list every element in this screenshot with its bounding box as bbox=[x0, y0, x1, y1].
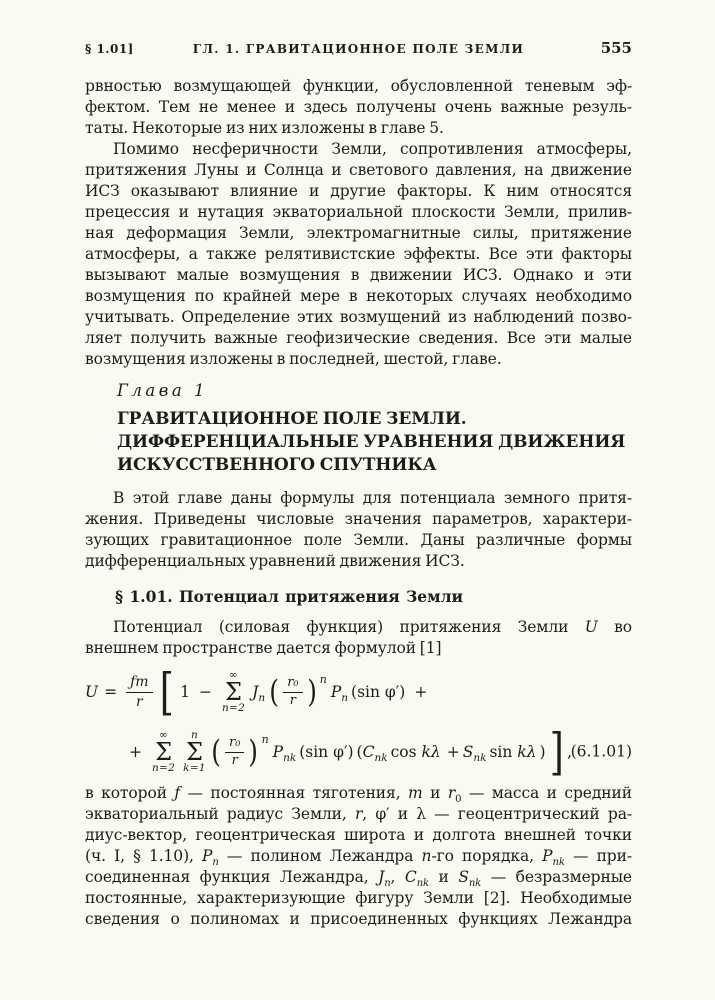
text-line: ная деформация Земли, электромагнитные силы, притяжение bbox=[85, 224, 632, 242]
equation-6-1-01 bbox=[85, 663, 632, 781]
page-header bbox=[85, 39, 632, 57]
text-line: ИСКУССТВЕННОГО СПУТНИКА bbox=[117, 455, 437, 475]
running-chapter-title: ГЛ. 1. ГРАВИТАЦИОННОЕ ПОЛЕ ЗЕМЛИ bbox=[192, 42, 525, 56]
var-Pn: $P_n$ bbox=[330, 682, 349, 704]
text-line: рвностью возмущающей функции, обусловленной теневым эф- bbox=[85, 77, 632, 95]
fraction-r0-r: $\frac{\text{r₀}}{r}$ bbox=[225, 736, 244, 769]
paragraph-potential-lead bbox=[85, 617, 632, 659]
sin-term: sin kλ bbox=[489, 742, 537, 761]
text-line: ГРАВИТАЦИОННОЕ ПОЛЕ ЗЕМЛИ. bbox=[117, 409, 467, 429]
text-line: притяжения Луны и Солнца и светового давления, на движение bbox=[85, 161, 632, 179]
right-paren: ) bbox=[248, 733, 259, 770]
equation-line-1 bbox=[85, 663, 632, 721]
chapter-label: Глава 1 bbox=[117, 381, 208, 400]
text-line: зующих гравитационное поле Земли. Даны различные формы bbox=[85, 531, 632, 549]
text-line: вызывают малые возмущения в движении ИСЗ. Однако и эти bbox=[85, 266, 632, 284]
var-U: U bbox=[85, 682, 99, 701]
text-line: экваториальный радиус Земли, r, φ′ и λ — геоцентрический ра- bbox=[85, 805, 632, 823]
summation-n: ∞ Σ n=2 bbox=[221, 669, 246, 715]
paragraph-symbol-definitions bbox=[85, 783, 632, 930]
text-line: в которой ƒ — постоянная тяготения, m и $r_0$ — масса и средний bbox=[85, 784, 632, 806]
text-line: дифференциальных уравнений движения ИСЗ. bbox=[85, 552, 465, 570]
running-section-label: § 1.01] bbox=[85, 42, 134, 56]
exponent-n: n bbox=[319, 673, 327, 686]
page-number: 555 bbox=[600, 39, 632, 57]
fraction-r0-r: $\frac{\text{r₀}}{r}$ bbox=[283, 676, 302, 709]
text-line: соединенная функция Лежандра, $J_n$, $C_{nk}$ и $S_{nk}$ — безразмерные bbox=[85, 868, 632, 890]
left-bracket: [ bbox=[159, 663, 174, 721]
text-line: В этой главе даны формулы для потенциала земного притя- bbox=[113, 489, 632, 507]
text-line: жения. Приведены числовые значения параметров, характери- bbox=[85, 510, 632, 528]
chapter-title bbox=[117, 408, 632, 477]
text-line: внешнем пространстве дается формулой [1] bbox=[85, 639, 442, 657]
text-line: возмущения изложены в последней, шестой, главе. bbox=[85, 350, 502, 368]
paragraph-chapter-intro bbox=[85, 488, 632, 572]
comma: , bbox=[567, 742, 573, 761]
exponent-n: n bbox=[261, 733, 269, 746]
left-paren: ( bbox=[211, 733, 221, 770]
equals-sign: = bbox=[104, 682, 118, 701]
equation-line-2 bbox=[123, 723, 632, 781]
text-line: прецессия и нутация экваториальной плоскости Земли, прилив- bbox=[85, 203, 632, 221]
plus-sign: + bbox=[414, 682, 428, 701]
text-line: фектом. Тем не менее и здесь получены очень важные резуль- bbox=[85, 98, 632, 116]
text-line: возмущения по крайней мере в некоторых случаях необходимо bbox=[85, 287, 632, 305]
text-line: таты. Некоторые из них изложены в главе 5. bbox=[85, 119, 444, 137]
right-paren: ) bbox=[306, 673, 317, 710]
text-line: постоянные, характеризующие фигуру Земли [2]. Необходимые bbox=[85, 889, 632, 907]
var-Snk: $S_{nk}$ bbox=[462, 742, 487, 764]
right-paren: ) bbox=[539, 742, 546, 761]
summation-n: ∞ Σ n=2 bbox=[152, 729, 176, 775]
cos-term: cos kλ bbox=[390, 742, 441, 761]
text-line: атмосферы, а также релятивистские эффекты. Все эти факторы bbox=[85, 245, 632, 263]
text-line: ИСЗ оказывают влияние и другие факторы. К ним относятся bbox=[85, 182, 632, 200]
text-line: Помимо несферичности Земли, сопротивления атмосферы, bbox=[113, 140, 632, 158]
text-line: Потенциал (силовая функция) притяжения Земли U во bbox=[113, 618, 632, 636]
paragraph-continuation bbox=[85, 76, 632, 139]
equation-number: (6.1.01) bbox=[570, 742, 632, 761]
sin-phi-term: (sin φ′) bbox=[299, 742, 354, 761]
section-heading: § 1.01. Потенциал притяжения Земли bbox=[115, 587, 464, 606]
text-column bbox=[85, 76, 632, 930]
text-line: учитывать. Определение этих возмущений из наблюдений позво- bbox=[85, 308, 632, 326]
left-paren: ( bbox=[269, 673, 279, 710]
var-Pnk: $P_{nk}$ bbox=[272, 742, 297, 764]
minus-sign: − bbox=[198, 682, 212, 701]
left-paren: ( bbox=[356, 742, 363, 761]
text-line: ДИФФЕРЕНЦИАЛЬНЫЕ УРАВНЕНИЯ ДВИЖЕНИЯ bbox=[117, 432, 626, 452]
summation-k: n Σ k=1 bbox=[183, 729, 206, 775]
fraction-fm-r: $\frac{ƒm}{r}$ bbox=[126, 674, 152, 709]
var-Cnk: $C_{nk}$ bbox=[362, 742, 388, 764]
sin-phi-term: (sin φ′) bbox=[351, 682, 406, 701]
plus-sign: + bbox=[129, 742, 142, 761]
right-bracket: ] bbox=[549, 723, 564, 781]
text-line: диус-вектор, геоцентрическая широта и долгота внешней точки bbox=[85, 826, 632, 844]
number-one: 1 bbox=[180, 682, 190, 701]
paragraph-perturbations bbox=[85, 139, 632, 370]
var-Jn: $J_n$ bbox=[252, 682, 266, 704]
text-line: ляет получить важные геофизические сведения. Все эти малые bbox=[85, 329, 632, 347]
plus-sign: + bbox=[446, 742, 460, 761]
text-line: (ч. I, § 1.10), $P_n$ — полином Лежандра n-го порядка, $P_{nk}$ — при- bbox=[85, 847, 632, 869]
text-line: сведения о полиномах и присоединенных функциях Лежандра bbox=[85, 910, 632, 928]
